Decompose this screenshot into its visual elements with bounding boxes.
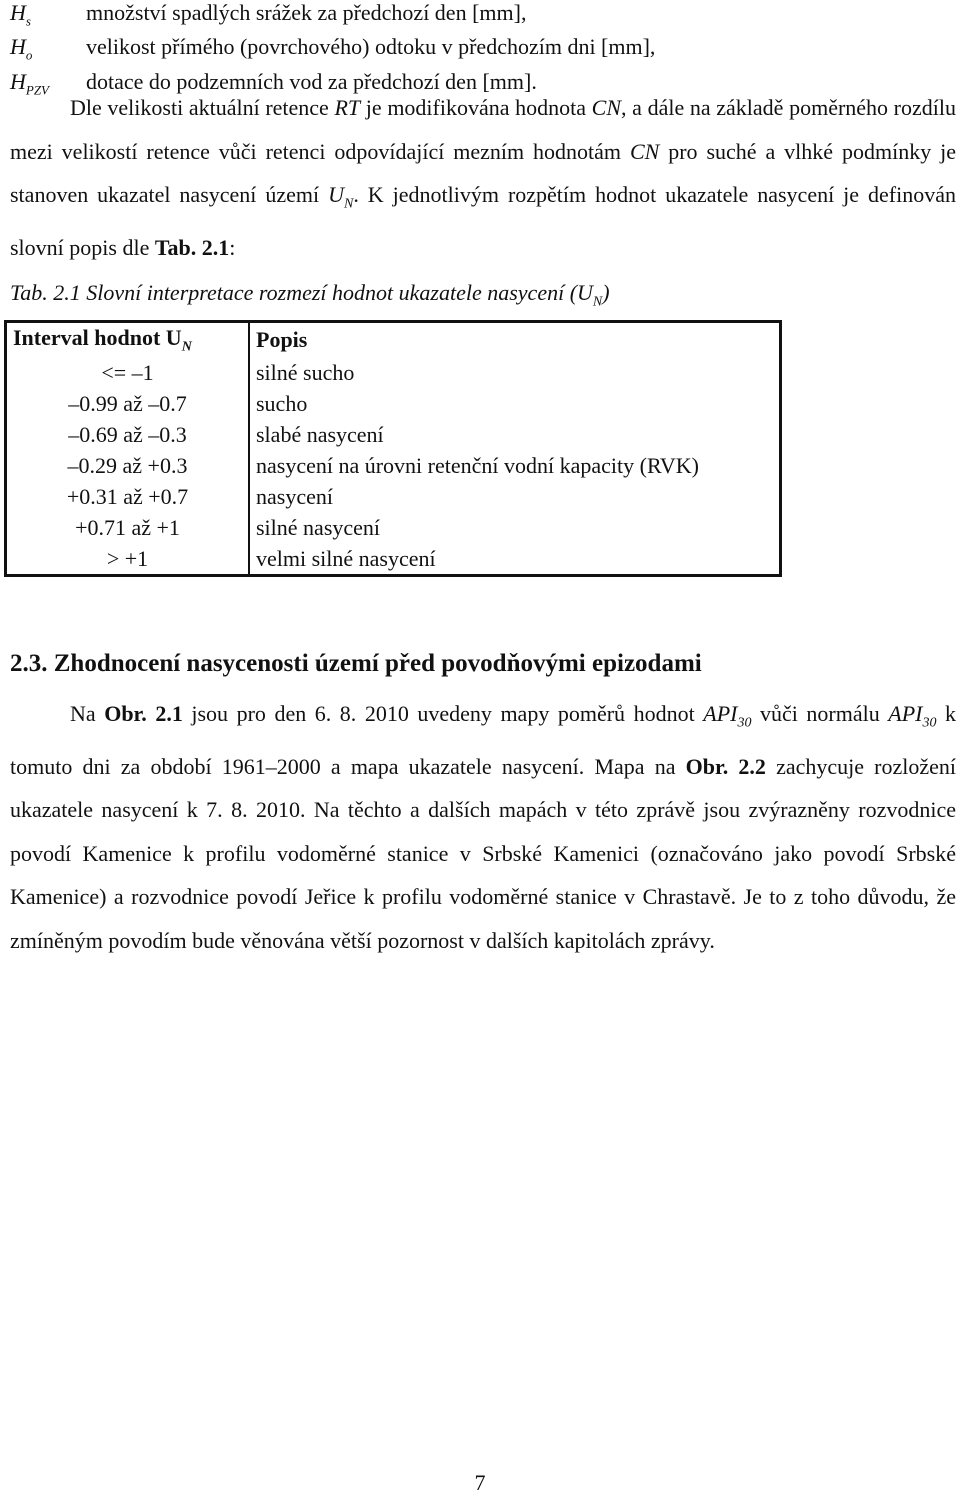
table-row [6,450,781,481]
interval-cell: –0.29 až +0.3 [6,450,250,481]
interval-cell: –0.99 až –0.7 [6,388,250,419]
variable-description: dotace do podzemních vod za předchozí den [mm]. [86,68,537,94]
popis-cell: nasycení na úrovni retenční vodní kapacity (RVK) [256,452,699,478]
table-row [6,543,781,576]
interval-cell: +0.71 až +1 [6,512,250,543]
table-reference: Tab. 2.1 [154,234,230,260]
variable-symbol: $H_{PZV}$ [10,68,50,98]
page-number: 7 [474,1470,486,1495]
section-heading: 2.3. Zhodnocení nasycenosti území před povodňovými epizodami [10,650,702,677]
paragraph-saturation-maps: Na Obr. 2.1 jsou pro den 6. 8. 2010 uvedeny mapy poměrů hodnot $API_{30}$ vůči normálu $API_{30}$ k tomuto dni za období 1961–2000 a mapa ukazatele nasycení. Mapa na Obr. 2.2 zachycuje rozložení ukazatele nasycení k 7. 8. 2010. Na těchto a dalších mapách v této zprávě jsou zvýrazněny rozvodnice povodí Kamenice k profilu vodoměrné stanice v Srbské Kamenici (označováno jako povodí Srbské Kamenice) a rozvodnice povodí Jeřice k profilu vodoměrné stanice v Chrastavě. Je to z toho důvodu, že zmíněným povodím bude věnována větší pozornost v dalších kapitolách zprávy. [10,701,957,953]
popis-cell: silné sucho [256,359,355,385]
popis-cell: velmi silné nasycení [256,545,436,571]
table-header-row [6,322,781,358]
popis-cell: slabé nasycení [256,421,384,447]
interval-cell: –0.69 až –0.3 [6,419,250,450]
popis-cell: nasycení [256,483,333,509]
variable-symbol: $H_o$ [10,34,33,63]
variable-row [10,34,655,68]
paragraph-retention: Dle velikosti aktuální retence RT je modifikována hodnota CN, a dále na základě poměrného rozdílu mezi velikostí retence vůči retenci odpovídající mezním hodnotám CN pro suché a vlhké podmínky je stanoven ukazatel nasycení území $U_N$. K jednotlivým rozpětím hodnot ukazatele nasycení je definován slovní popis dle Tab. 2.1: [10,95,956,260]
table-row [6,357,781,388]
variable-description: velikost přímého (povrchového) odtoku v předchozím dni [mm], [86,34,656,60]
popis-cell: sucho [256,390,308,416]
interval-cell: <= –1 [6,357,250,388]
table-row [6,388,781,419]
variable-row [10,0,655,34]
table-row [6,419,781,450]
variable-description: množství spadlých srážek za předchozí den [mm], [86,0,527,25]
figure-reference: Obr. 2.2 [685,753,766,779]
header-interval: Interval hodnot $U_N$ [6,322,250,358]
variable-symbol: $H_s$ [10,0,31,29]
table-row [6,512,781,543]
figure-reference: Obr. 2.1 [104,701,183,726]
table-row [6,481,781,512]
table-caption: Tab. 2.1 Slovní interpretace rozmezí hodnot ukazatele nasycení $(U_N)$ [10,280,610,310]
popis-cell: silné nasycení [256,514,381,540]
interval-cell: +0.31 až +0.7 [6,481,250,512]
saturation-table [4,320,782,577]
interval-cell: > +1 [6,543,250,576]
header-popis: Popis [256,327,308,352]
